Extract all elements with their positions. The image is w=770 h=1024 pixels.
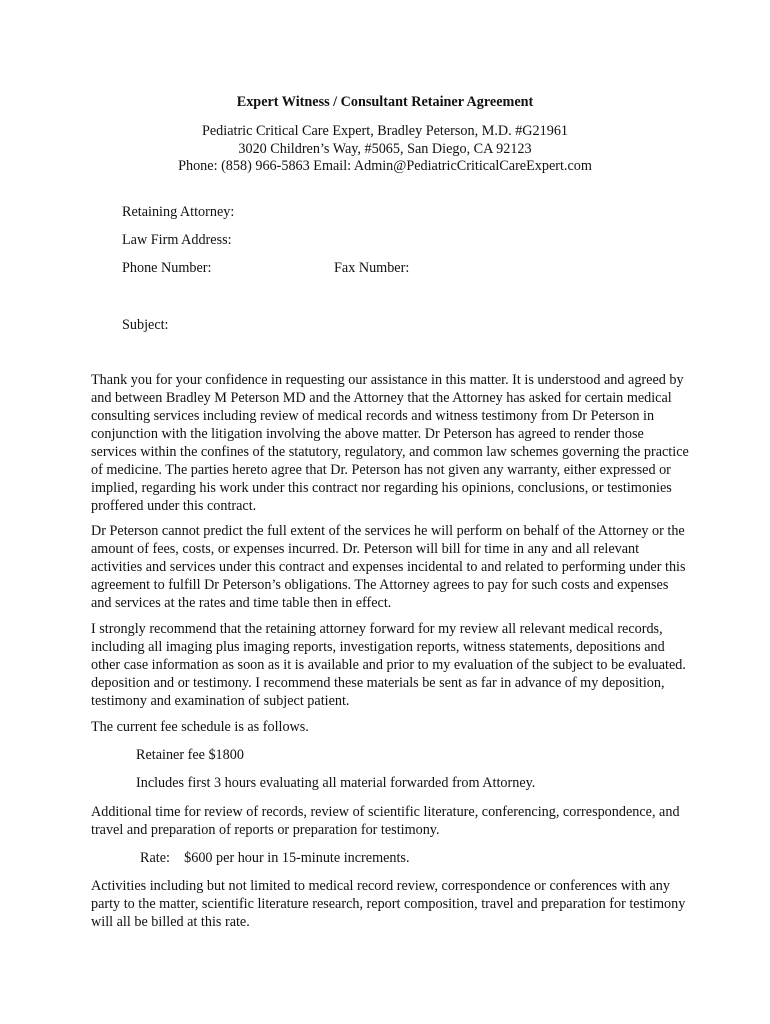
retaining-attorney-label: Retaining Attorney: [122, 204, 235, 220]
paragraph-billable-activities [91, 877, 691, 931]
paragraph-text: Activities including but not limited to medical record review, correspondence or conferences with any party to the matter, scientific literature research, report composition, travel and preparation for testimony will all be billed at this rate. [91, 878, 686, 930]
paragraph-records [91, 620, 691, 710]
law-firm-address-label: Law Firm Address: [122, 232, 232, 248]
subject-label: Subject: [122, 317, 169, 333]
expert-address-line: 3020 Children’s Way, #5065, San Diego, CA 92123 [238, 141, 532, 157]
fax-number-label: Fax Number: [334, 260, 410, 276]
paragraph-fees [91, 522, 691, 612]
paragraph-text: I strongly recommend that the retaining attorney forward for my review all relevant medical records, including all imaging plus imaging reports, investigation reports, witness statements, depositions and other case information as soon as it is available and prior to my evaluation of the subject to be evaluated. deposition and or testimony. I recommend these materials be sent as far in advance of my deposition, testimony and examination of subject patient. [91, 621, 686, 709]
retainer-fee-line: Retainer fee $1800 [136, 747, 244, 763]
paragraph-text: The current fee schedule is as follows. [91, 719, 309, 735]
expert-name-line: Pediatric Critical Care Expert, Bradley Peterson, M.D. #G21961 [201, 123, 569, 139]
hourly-rate-line: Rate: $600 per hour in 15-minute increments. [140, 850, 410, 866]
expert-contact-line: Phone: (858) 966-5863 Email: Admin@PediatricCriticalCareExpert.com [178, 158, 592, 174]
paragraph-engagement [91, 371, 691, 515]
document-title: Expert Witness / Consultant Retainer Agreement [236, 94, 534, 110]
paragraph-fee-schedule-intro [91, 718, 691, 736]
paragraph-text: Thank you for your confidence in requesting our assistance in this matter. It is understood and agreed by and between Bradley M Peterson MD and the Attorney that the Attorney has asked for certain medical consulting services including review of medical records and witness testimony from Dr Peterson in conjunction with the litigation involving the above matter. Dr Peterson has agreed to render those services within the confines of the statutory, regulatory, and common law schemes governing the practice of medicine. The parties hereto agree that Dr. Peterson has not given any warranty, either expressed or implied, regarding his work under this contract nor regarding his opinions, conclusions, or testimonies proffered under this contract. [91, 372, 689, 514]
retainer-includes-line: Includes first 3 hours evaluating all material forwarded from Attorney. [136, 775, 536, 791]
paragraph-additional-time [91, 803, 691, 839]
paragraph-text: Additional time for review of records, review of scientific literature, conferencing, correspondence, and travel and preparation of reports or preparation for testimony. [91, 804, 680, 838]
paragraph-text: Dr Peterson cannot predict the full extent of the services he will perform on behalf of the Attorney or the amount of fees, costs, or expenses incurred. Dr. Peterson will bill for time in any and all relevant activities and services under this contract and expenses incidental to and related to performing under this agreement to fulfill Dr Peterson’s obligations. The Attorney agrees to pay for such costs and expenses and services at the rates and time table then in effect. [91, 523, 686, 611]
phone-number-label: Phone Number: [122, 260, 212, 276]
